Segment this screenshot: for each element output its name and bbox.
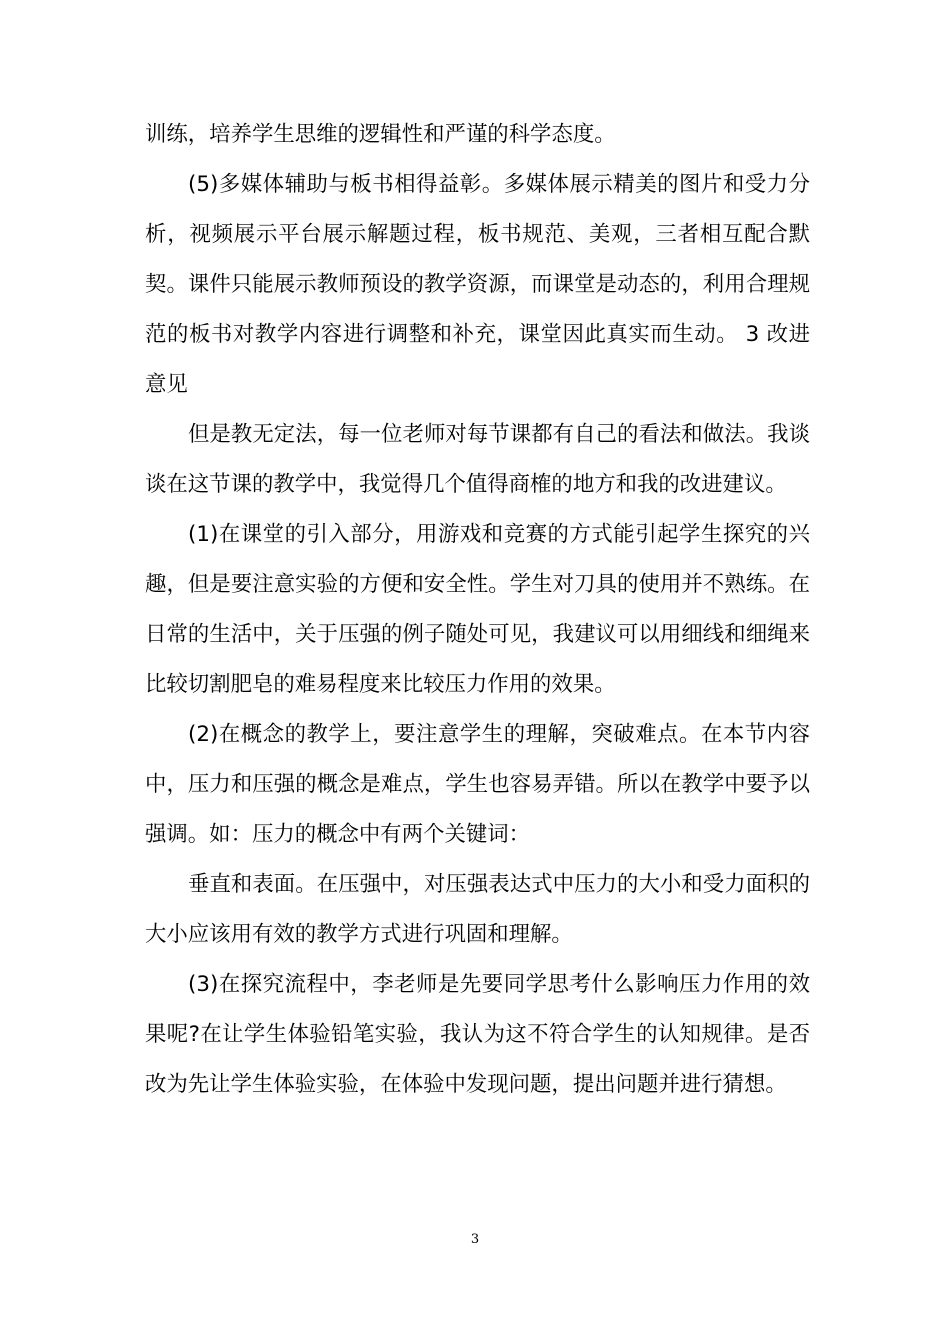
paragraph-6: 垂直和表面。在压强中，对压强表达式中压力的大小和受力面积的大小应该用有效的教学方式进行巩固和理解。	[145, 872, 810, 947]
body-text	[145, 110, 810, 1110]
paragraph-2: (5)多媒体辅助与板书相得益彰。多媒体展示精美的图片和受力分析，视频展示平台展示解题过程，板书规范、美观，三者相互配合默契。课件只能展示教师预设的教学资源，而课堂是动态的，利用合理规范的板书对教学内容进行调整和补充，课堂因此真实而生动。 3 改进意见	[145, 172, 810, 397]
paragraph-1: 训练，培养学生思维的逻辑性和严谨的科学态度。	[145, 122, 616, 147]
paragraph-7: (3)在探究流程中，李老师是先要同学思考什么影响压力作用的效果呢?在让学生体验铅笔实验，我认为这不符合学生的认知规律。是否改为先让学生体验实验，在体验中发现问题，提出问题并进行猜想。	[145, 972, 810, 1097]
page-number: 3	[470, 1232, 480, 1247]
paragraph-4: (1)在课堂的引入部分，用游戏和竞赛的方式能引起学生探究的兴趣，但是要注意实验的方便和安全性。学生对刀具的使用并不熟练。在日常的生活中，关于压强的例子随处可见，我建议可以用细线和细绳来比较切割肥皂的难易程度来比较压力作用的效果。	[145, 522, 810, 697]
paragraph-5: (2)在概念的教学上，要注意学生的理解，突破难点。在本节内容中，压力和压强的概念是难点，学生也容易弄错。所以在教学中要予以强调。如：压力的概念中有两个关键词：	[145, 722, 810, 847]
paragraph-3: 但是教无定法，每一位老师对每节课都有自己的看法和做法。我谈谈在这节课的教学中，我觉得几个值得商榷的地方和我的改进建议。	[145, 422, 810, 497]
